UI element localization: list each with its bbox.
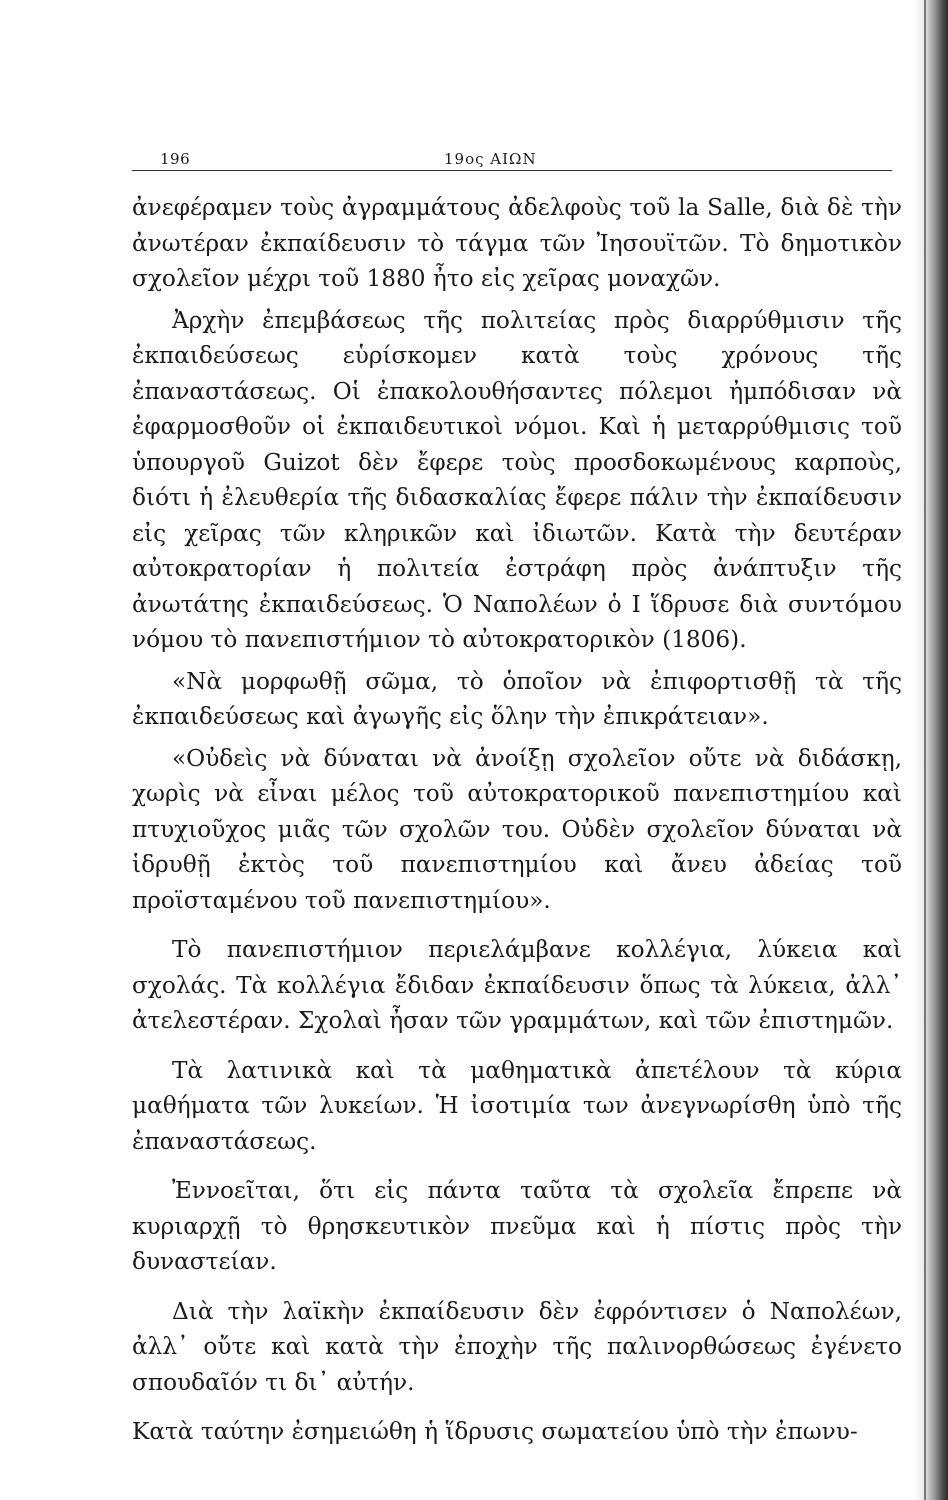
paragraph: Τὰ λατινικὰ καὶ τὰ μαθηματικὰ ἀπετέλουν τὰ κύρια μαθήματα τῶν λυκείων. Ἡ ἰσοτιμία των ἀνεγνωρίσθη ὑπὸ τῆς ἐπαναστάσεως. (132, 1056, 902, 1155)
book-page (132, 148, 902, 1445)
book-spine-shadow (914, 0, 948, 1500)
running-title: 19ος ΑΙΩΝ (444, 150, 537, 168)
page-number: 196 (160, 150, 191, 168)
quote-paragraph: «Νὰ μορφωθῇ σῶμα, τὸ ὁποῖον νὰ ἐπιφορτισθῇ τὰ τῆς ἐκπαιδεύσεως καὶ ἀγωγῆς εἰς ὅλην τὴν ἐπικράτειαν». (132, 667, 902, 730)
paragraph: Διὰ τὴν λαϊκὴν ἐκπαίδευσιν δὲν ἐφρόντισεν ὁ Ναπολέων, ἀλλ᾽ οὔτε καὶ κατὰ τὴν ἐποχὴν τῆς παλινορθώσεως ἐγένετο σπουδαῖόν τι δι᾽ αὐτήν. (132, 1297, 902, 1396)
paragraph: Τὸ πανεπιστήμιον περιελάμβανε κολλέγια, λύκεια καὶ σχολάς. Τὰ κολλέγια ἔδιδαν ἐκπαίδευσιν ὅπως τὰ λύκεια, ἀλλ᾽ ἀτελεστέραν. Σχολαὶ ἦσαν τῶν γραμμάτων, καὶ τῶν ἐπιστημῶν. (132, 936, 902, 1034)
binding-edge-line (924, 0, 926, 1500)
body-text (132, 190, 902, 1450)
paragraph-continuation: ἀνεφέραμεν τοὺς ἀγραμμάτους ἀδελφοὺς τοῦ la Salle, διὰ δὲ τὴν ἀνωτέραν ἐκπαίδευσιν τὸ τάγμα τῶν Ἰησουϊτῶν. Τὸ δημοτικὸν σχολεῖον μέχρι τοῦ 1880 ἦτο εἰς χεῖρας μοναχῶν. (132, 194, 902, 292)
paragraph: Ἐννοεῖται, ὅτι εἰς πάντα ταῦτα τὰ σχολεῖα ἔπρεπε νὰ κυριαρχῇ τὸ θρησκευτικὸν πνεῦμα καὶ ἡ πίστις πρὸς τὴν δυναστείαν. (132, 1177, 902, 1275)
paragraph: Ἀρχὴν ἐπεμβάσεως τῆς πολιτείας πρὸς διαρρύθμισιν τῆς ἐκπαιδεύσεως εὑρίσκομεν κατὰ τοὺς χρόνους τῆς ἐπαναστάσεως. Οἱ ἐπακολουθήσαντες πόλεμοι ἠμπόδισαν νὰ ἐφαρμοσθοῦν οἱ ἐκπαιδευτικοὶ νόμοι. Καὶ ἡ μεταρρύθμισις τοῦ ὑπουργοῦ Guizot δὲν ἔφερε τοὺς προσδοκωμένους καρποὺς, διότι ἡ ἐλευθερία τῆς διδασκαλίας ἔφερε πάλιν τὴν ἐκπαίδευσιν εἰς χεῖρας τῶν κληρικῶν καὶ ἰδιωτῶν. Κατὰ τὴν δευτέραν αὐτοκρατορίαν ἡ πολιτεία ἐστράφη πρὸς ἀνάπτυξιν τῆς ἀνωτάτης ἐκπαιδεύσεως. Ὁ Ναπολέων ὁ Ι ἵδρυσε διὰ συντόμου νόμου τὸ πανεπιστήμιον τὸ αὐτοκρατορικὸν (1806). (132, 306, 902, 653)
page-header (132, 148, 892, 171)
quote-paragraph: «Οὐδεὶς νὰ δύναται νὰ ἀνοίξῃ σχολεῖον οὔτε νὰ διδάσκῃ, χωρὶς νὰ εἶναι μέλος τοῦ αὐτοκρατορικοῦ πανεπιστημίου καὶ πτυχιοῦχος μιᾶς τῶν σχολῶν του. Οὐδὲν σχολεῖον δύναται νὰ ἱδρυθῇ ἐκτὸς τοῦ πανεπιστημίου καὶ ἄνευ ἀδείας τοῦ προϊσταμένου τοῦ πανεπιστημίου». (132, 744, 902, 914)
paragraph-hyphenated: Κατὰ ταύτην ἐσημειώθη ἡ ἵδρυσις σωματείου ὑπὸ τὴν ἐπωνυ- (132, 1418, 858, 1445)
